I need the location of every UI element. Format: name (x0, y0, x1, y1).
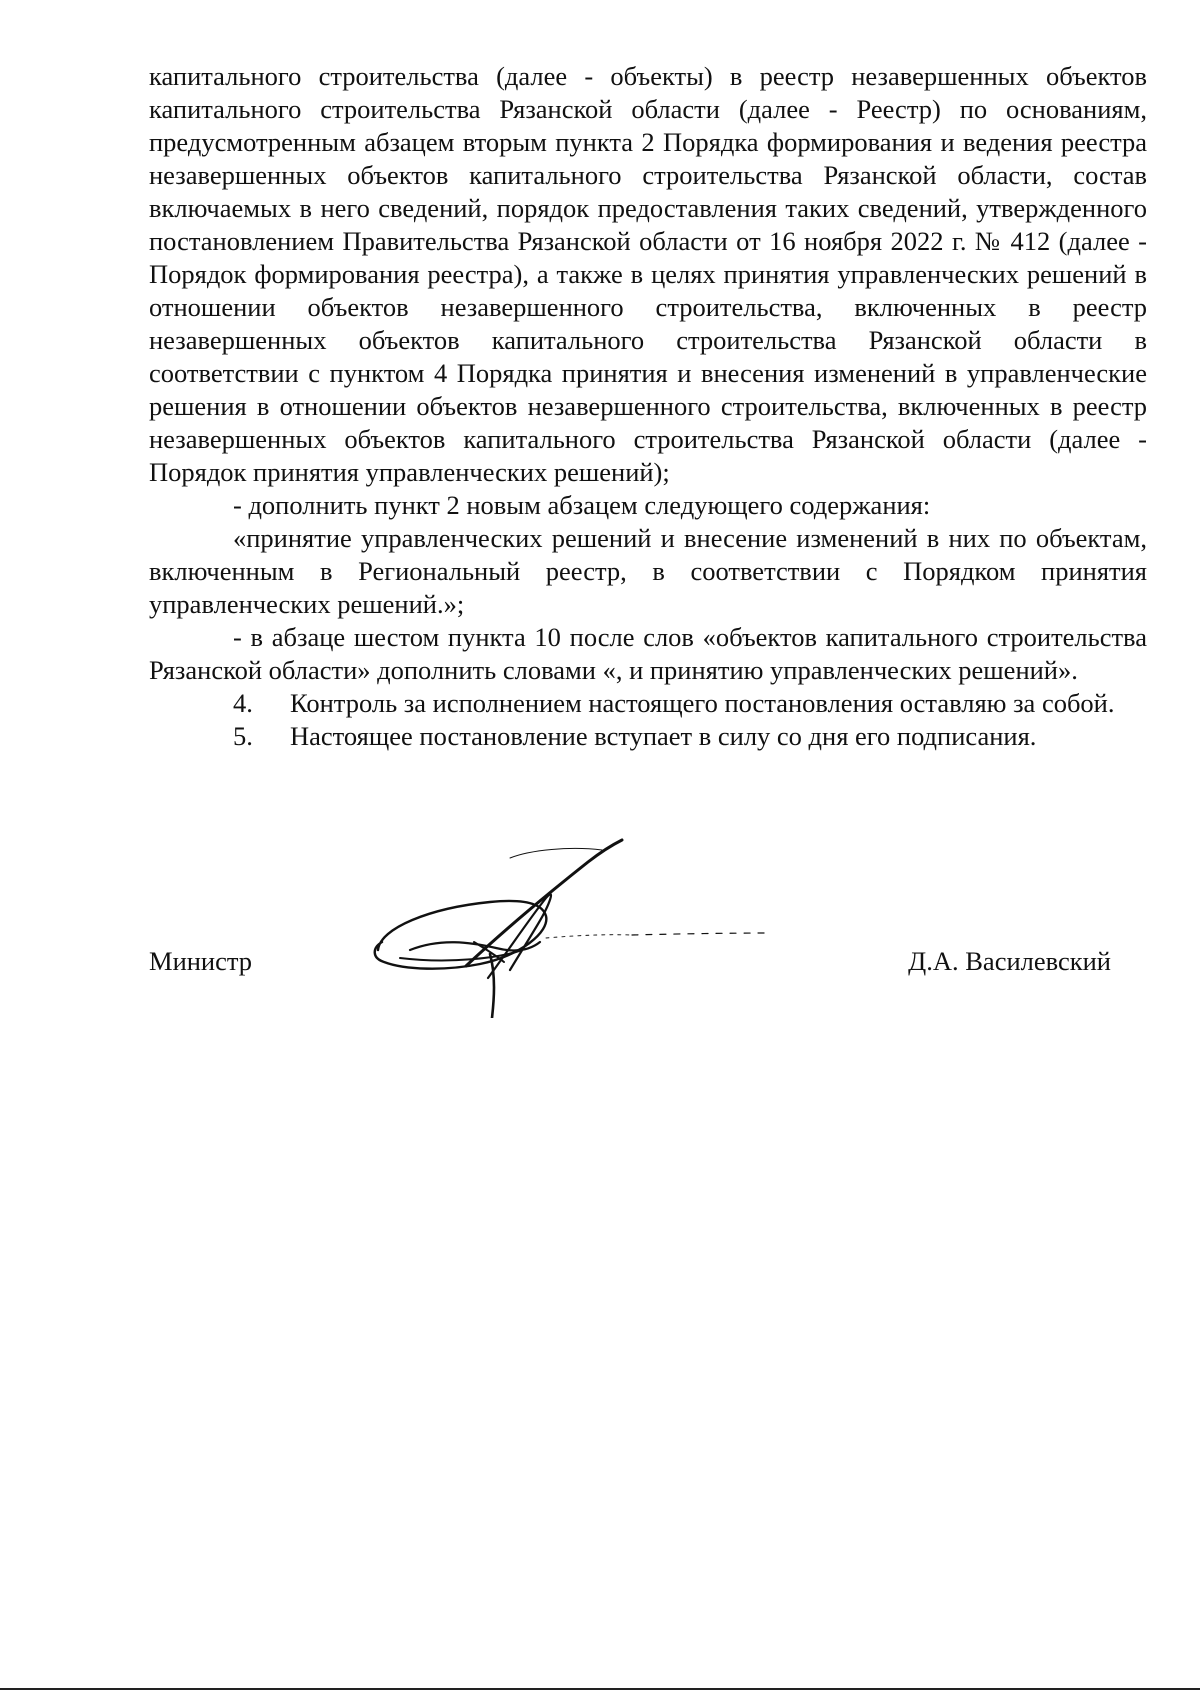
signature-block (149, 945, 1147, 985)
signer-title: Министр (149, 946, 253, 976)
numbered-item-4 (149, 687, 1147, 720)
item-number: 4. (233, 688, 253, 718)
item-text: Контроль за исполнением настоящего постановления оставляю за собой. (290, 688, 1115, 718)
page-bottom-rule (0, 1688, 1200, 1690)
signer-name: Д.А. Василевский (908, 946, 1111, 976)
paragraph-supplement-clause-2: - дополнить пункт 2 новым абзацем следующего содержания: (233, 490, 931, 520)
handwritten-signature (370, 838, 840, 1018)
document-body (149, 60, 1147, 753)
paragraph-clause-10-amendment: - в абзаце шестом пункта 10 после слов «объектов капитального строительства Рязанской области» дополнить словами «, и принятию управленческих решений». (149, 622, 1147, 685)
numbered-item-5 (149, 720, 1147, 753)
paragraph-grounds: капитального строительства (далее - объекты) в реестр незавершенных объектов капитального строительства Рязанской области (далее - Реестр) по основаниям, предусмотренным абзацем вторым пункта 2 Порядка формирования и ведения реестра незавершенных объектов капитального строительства Рязанской области, состав включаемых в него сведений, порядок предоставления таких сведений, утвержденного постановлением Правительства Рязанской области от 16 ноября 2022 г. № 412 (далее - Порядок формирования реестра), а также в целях принятия управленческих решений в отношении объектов незавершенного строительства, включенных в реестр незавершенных объектов капитального строительства Рязанской области в соответствии с пунктом 4 Порядка принятия и внесения изменений в управленческие решения в отношении объектов незавершенного строительства, включенных в реестр незавершенных объектов капитального строительства Рязанской области (далее - Порядок принятия управленческих решений); (149, 61, 1147, 487)
item-number: 5. (233, 721, 253, 751)
paragraph-quoted-addition: «принятие управленческих решений и внесение изменений в них по объектам, включенным в Региональный реестр, в соответствии с Порядком принятия управленческих решений.»; (149, 523, 1147, 619)
item-text: Настоящее постановление вступает в силу со дня его подписания. (290, 721, 1037, 751)
